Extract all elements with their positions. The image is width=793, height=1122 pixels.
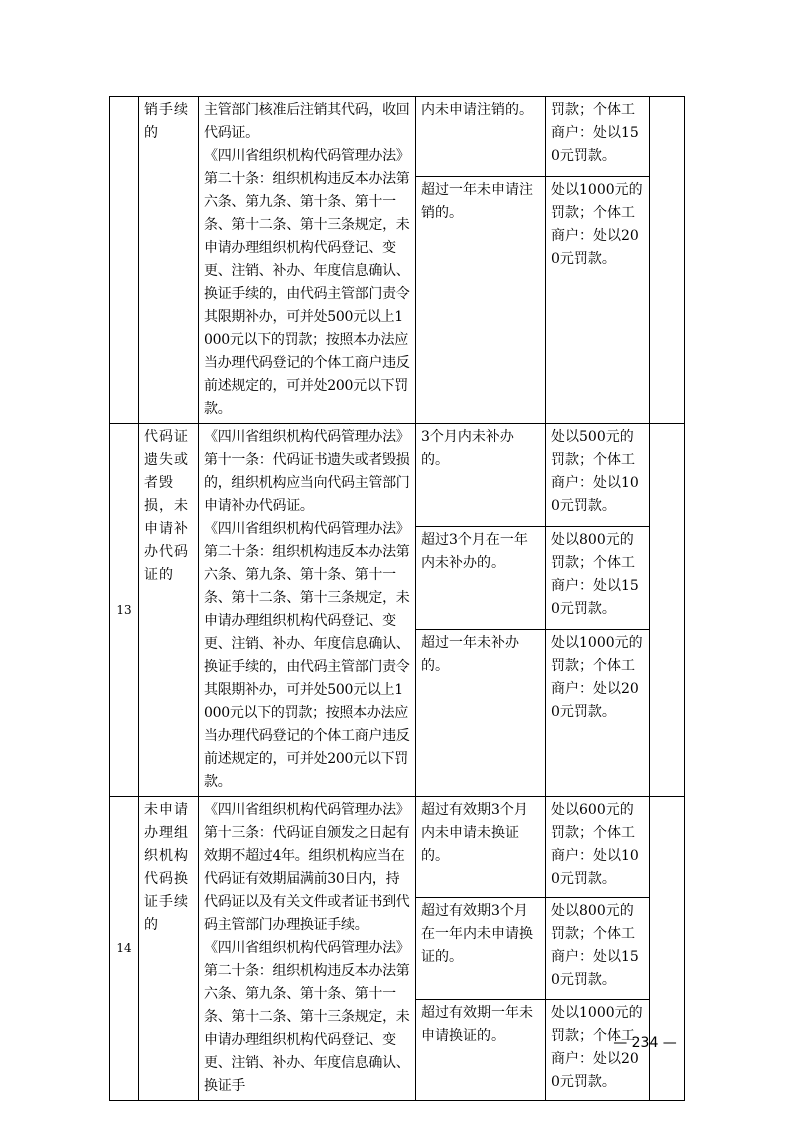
circumstance-cell: 超过有效期3个月在一年内未申请换证的。 bbox=[416, 898, 546, 999]
violation-item-cell: 代码证遗失或者毁损，未申请补办代码证的 bbox=[139, 424, 199, 797]
legal-basis-cell bbox=[199, 97, 416, 424]
table-row bbox=[110, 424, 685, 527]
legal-basis-paragraph: 《四川省组织机构代码管理办法》第二十条：组织机构违反本办法第六条、第九条、第十条、第十一条、第十二条、第十三条规定，未申请办理组织机构代码登记、变更、注销、补办、年度信息确认、换证手续的，由代码主管部门责令其限期补办，可并处500元以上1000元以下的罚款；按照本办法应当办理代码登记的个体工商户违反前述规定的，可并处200元以下罚款。 bbox=[204, 521, 410, 790]
legal-basis-paragraph: 主管部门核准后注销其代码，收回代码证。 bbox=[204, 102, 410, 141]
circumstance-cell: 超过有效期3个月内未申请未换证的。 bbox=[416, 797, 546, 898]
circumstance-cell: 超过一年未申请注销的。 bbox=[416, 177, 546, 424]
legal-basis-paragraph: 《四川省组织机构代码管理办法》第十一条：代码证书遗失或者毁损的，组织机构应当向代码主管部门申请补办代码证。 bbox=[204, 429, 410, 514]
row-number-cell bbox=[110, 97, 139, 424]
legal-basis-paragraph: 《四川省组织机构代码管理办法》第二十条：组织机构违反本办法第六条、第九条、第十条、第十一条、第十二条、第十三条规定，未申请办理组织机构代码登记、变更、注销、补办、年度信息确认、换证手 bbox=[204, 940, 410, 1094]
penalty-cell: 处以800元的罚款；个体工商户：处以150元罚款。 bbox=[546, 898, 650, 999]
penalty-cell: 处以500元的罚款；个体工商户：处以100元罚款。 bbox=[546, 424, 650, 527]
remarks-cell bbox=[650, 424, 685, 797]
penalty-cell: 处以1000元的罚款；个体工商户：处以200元罚款。 bbox=[546, 177, 650, 424]
circumstance-cell: 内未申请注销的。 bbox=[416, 97, 546, 177]
penalty-cell: 处以1000元的罚款；个体工商户：处以200元罚款。 bbox=[546, 630, 650, 797]
penalty-cell: 处以1000元的罚款；个体工商户：处以200元罚款。 bbox=[546, 999, 650, 1100]
penalty-cell: 处以600元的罚款；个体工商户：处以100元罚款。 bbox=[546, 797, 650, 898]
page-number: — 234 — bbox=[613, 1035, 677, 1051]
penalty-table bbox=[109, 96, 685, 1101]
circumstance-cell: 超过一年未补办的。 bbox=[416, 630, 546, 797]
table-row bbox=[110, 797, 685, 898]
legal-basis-paragraph: 《四川省组织机构代码管理办法》第二十条：组织机构违反本办法第六条、第九条、第十条、第十一条、第十二条、第十三条规定，未申请办理组织机构代码登记、变更、注销、补办、年度信息确认、换证手续的，由代码主管部门责令其限期补办，可并处500元以上1000元以下的罚款；按照本办法应当办理代码登记的个体工商户违反前述规定的，可并处200元以下罚款。 bbox=[204, 148, 410, 417]
row-number-cell: 13 bbox=[110, 424, 139, 797]
remarks-cell bbox=[650, 797, 685, 1101]
legal-basis-paragraph: 《四川省组织机构代码管理办法》第十三条：代码证自颁发之日起有效期不超过4年。组织机构应当在代码证有效期届满前30日内，持代码证以及有关文件或者证书到代码主管部门办理换证手续。 bbox=[204, 802, 410, 933]
circumstance-cell: 超过3个月在一年内未补办的。 bbox=[416, 527, 546, 630]
circumstance-cell: 3个月内未补办的。 bbox=[416, 424, 546, 527]
table-row bbox=[110, 97, 685, 177]
remarks-cell bbox=[650, 97, 685, 424]
circumstance-cell: 超过有效期一年未申请换证的。 bbox=[416, 999, 546, 1100]
row-number-cell: 14 bbox=[110, 797, 139, 1101]
penalty-cell: 处以800元的罚款；个体工商户：处以150元罚款。 bbox=[546, 527, 650, 630]
violation-item-cell: 销手续的 bbox=[139, 97, 199, 424]
violation-item-cell: 未申请办理组织机构代码换证手续的 bbox=[139, 797, 199, 1101]
penalty-cell: 罚款；个体工商户：处以150元罚款。 bbox=[546, 97, 650, 177]
legal-basis-cell bbox=[199, 424, 416, 797]
legal-basis-cell bbox=[199, 797, 416, 1101]
